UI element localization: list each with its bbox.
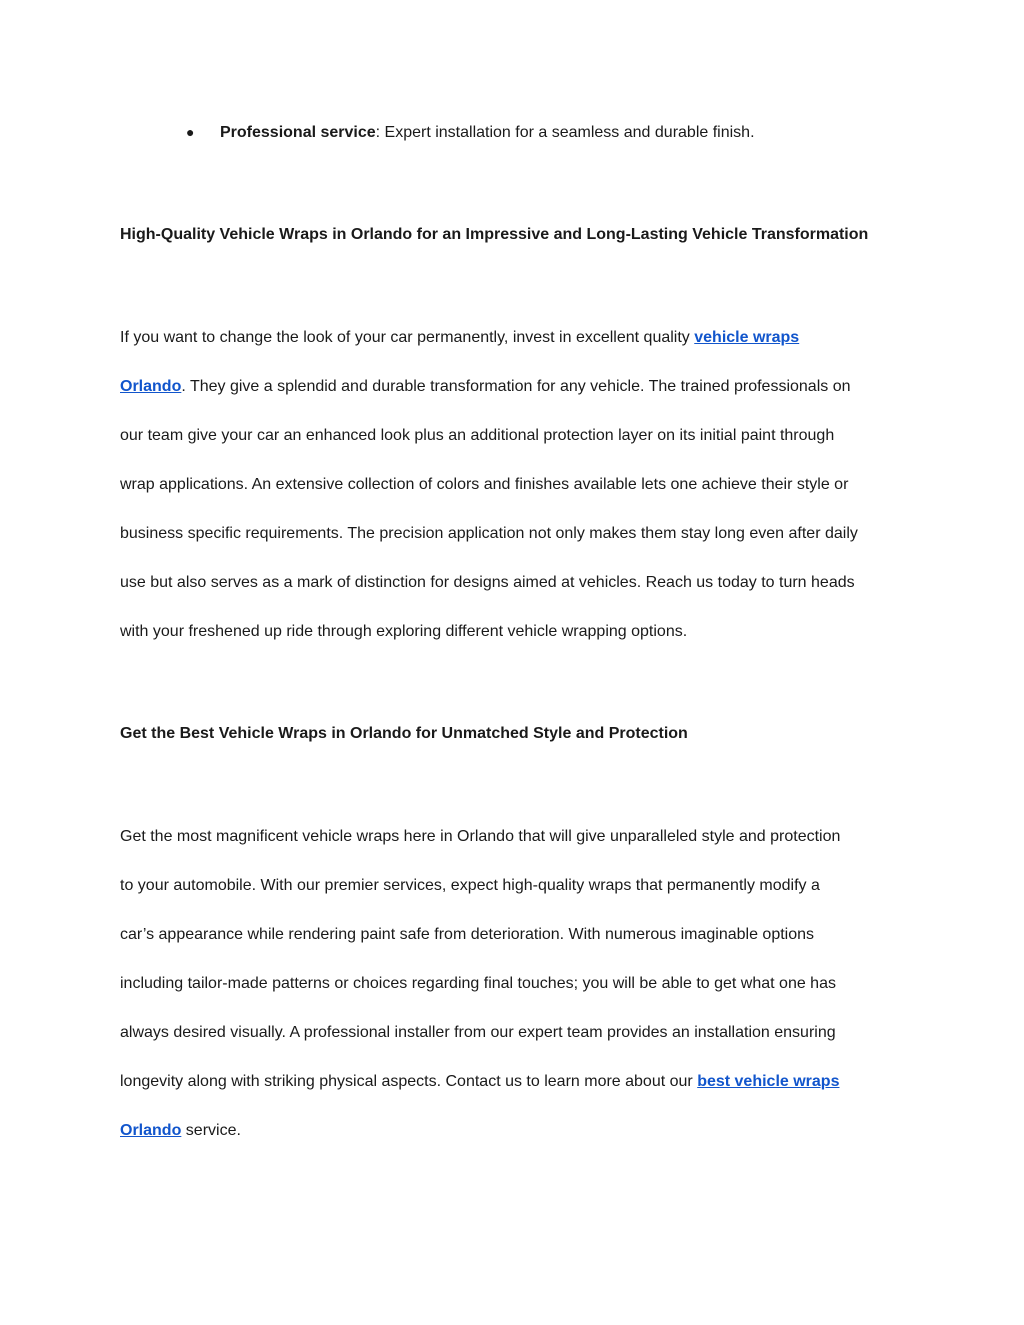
bullet-item-professional-service	[186, 120, 755, 145]
bullet-label: Professional service	[220, 124, 376, 141]
paragraph-line	[120, 1057, 910, 1106]
best-vehicle-wraps-orlando-link[interactable]: best vehicle wraps	[697, 1073, 840, 1090]
paragraph-line	[120, 362, 910, 411]
text-span: If you want to change the look of your car permanently, invest in excellent quality	[120, 329, 695, 346]
section2-paragraph	[120, 812, 910, 1155]
section1-heading: High-Quality Vehicle Wraps in Orlando for an Impressive and Long-Lasting Vehicle Transformation	[120, 226, 869, 243]
paragraph-line	[120, 1106, 910, 1155]
text-span: service.	[181, 1122, 241, 1139]
paragraph-line: use but also serves as a mark of distinction for designs aimed at vehicles. Reach us today to turn heads	[120, 574, 855, 591]
paragraph-line: our team give your car an enhanced look plus an additional protection layer on its initial paint through	[120, 427, 835, 444]
paragraph-line: with your freshened up ride through exploring different vehicle wrapping options.	[120, 623, 688, 640]
paragraph-line: to your automobile. With our premier services, expect high-quality wraps that permanently modify a	[120, 877, 820, 894]
section1-paragraph	[120, 313, 910, 656]
bullet-text: : Expert installation for a seamless and durable finish.	[375, 124, 755, 141]
vehicle-wraps-orlando-link-cont[interactable]: Orlando	[120, 378, 182, 395]
paragraph-line: car’s appearance while rendering paint safe from deterioration. With numerous imaginable options	[120, 926, 815, 943]
bullet-icon: ●	[186, 124, 195, 140]
paragraph-line	[120, 313, 910, 362]
section2-heading: Get the Best Vehicle Wraps in Orlando for Unmatched Style and Protection	[120, 725, 688, 742]
paragraph-line: always desired visually. A professional installer from our expert team provides an installation ensuring	[120, 1024, 836, 1041]
text-span: longevity along with striking physical aspects. Contact us to learn more about our	[120, 1073, 698, 1090]
paragraph-line: wrap applications. An extensive collection of colors and finishes available lets one achieve their style or	[120, 476, 849, 493]
text-span: . They give a splendid and durable transformation for any vehicle. The trained professionals on	[181, 378, 851, 395]
paragraph-line: including tailor-made patterns or choices regarding final touches; you will be able to get what one has	[120, 975, 836, 992]
best-vehicle-wraps-orlando-link-cont[interactable]: Orlando	[120, 1122, 182, 1139]
vehicle-wraps-orlando-link[interactable]: vehicle wraps	[694, 329, 800, 346]
paragraph-line: business specific requirements. The precision application not only makes them stay long even after daily	[120, 525, 858, 542]
paragraph-line: Get the most magnificent vehicle wraps here in Orlando that will give unparalleled style and protection	[120, 828, 841, 845]
